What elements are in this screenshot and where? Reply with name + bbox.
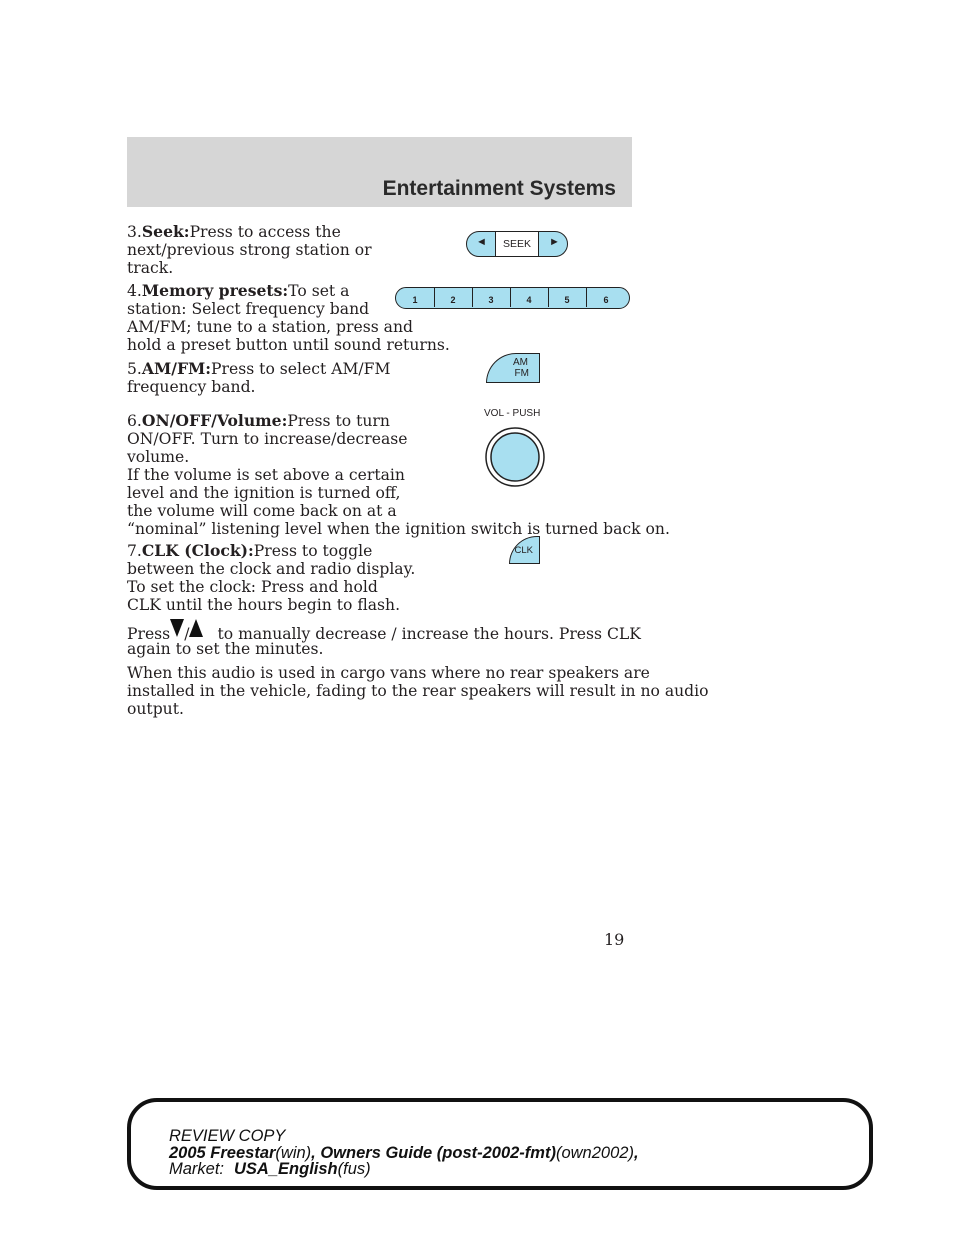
clock-line-3: To set the clock: Press and hold <box>127 578 378 596</box>
item-text: Press to select AM/FM <box>211 360 391 378</box>
note-line-2: installed in the vehicle, fading to the rear speakers will result in no audio <box>127 682 709 700</box>
preset-button <box>434 288 473 307</box>
presets-line-3: AM/FM; tune to a station, press and <box>127 318 413 336</box>
review-label <box>169 1128 639 1145</box>
fm-label: FM <box>514 368 529 379</box>
preset-button <box>396 288 435 307</box>
seek-left-cap <box>466 231 496 257</box>
volume-line-4: If the volume is set above a certain <box>127 466 405 484</box>
preset-button <box>472 288 511 307</box>
seek-label: SEEK <box>502 238 531 250</box>
volume-line-1 <box>127 412 390 430</box>
am-label: AM <box>513 357 528 368</box>
note-line-3: output. <box>127 700 184 718</box>
item-number: 7. <box>127 542 142 560</box>
clock-line-4: CLK until the hours begin to flash. <box>127 596 401 614</box>
seek-button-figure <box>466 231 568 257</box>
review-model-line <box>169 1145 639 1162</box>
preset-label: 4 <box>526 295 532 305</box>
separator: , <box>311 1143 321 1162</box>
item-label: AM/FM: <box>141 359 212 378</box>
guide-code: (own2002) <box>555 1143 634 1162</box>
volume-knob-label: VOL - PUSH <box>484 408 541 419</box>
up-arrow-icon <box>189 619 203 637</box>
item-number: 6. <box>127 412 142 430</box>
market-label: Market: <box>169 1160 225 1178</box>
amfm-line-2: frequency band. <box>127 378 256 396</box>
right-arrow-icon: ► <box>549 236 560 248</box>
amfm-line-1 <box>127 360 390 378</box>
clk-button-figure <box>509 536 540 564</box>
item-number: 5. <box>127 360 142 378</box>
section-title: Entertainment Systems <box>382 177 616 200</box>
item-text: Press to toggle <box>253 542 373 560</box>
volume-line-5: level and the ignition is turned off, <box>127 484 401 502</box>
presets-line-2: station: Select frequency band <box>127 300 370 318</box>
model-name: 2005 Freestar <box>169 1143 276 1162</box>
volume-knob-icon <box>484 426 546 488</box>
presets-line-1 <box>127 282 349 300</box>
preset-buttons-figure <box>395 287 630 309</box>
item-label: CLK (Clock): <box>141 541 254 560</box>
clock-line-6: again to set the minutes. <box>127 640 324 658</box>
preset-label: 1 <box>412 295 418 305</box>
seek-center <box>496 231 538 257</box>
seek-line-3: track. <box>127 259 174 277</box>
left-arrow-icon: ◄ <box>476 236 487 248</box>
item-label: Seek: <box>141 222 190 241</box>
item-text: Press to access the <box>189 223 341 241</box>
preset-button <box>548 288 587 307</box>
slash: / <box>184 625 190 643</box>
clk-label: CLK <box>514 545 533 556</box>
preset-button <box>510 288 549 307</box>
item-text: to manually decrease / increase the hours. Press CLK <box>217 625 641 643</box>
guide-name: Owners Guide (post-2002-fmt) <box>320 1143 556 1162</box>
item-label: ON/OFF/Volume: <box>141 411 288 430</box>
item-text: Press to turn <box>287 412 390 430</box>
preset-label: 2 <box>450 295 456 305</box>
presets-line-4: hold a preset button until sound returns. <box>127 336 450 354</box>
amfm-button-figure <box>486 353 540 383</box>
review-copy-box <box>127 1098 873 1190</box>
review-market-line <box>169 1161 639 1178</box>
preset-label: 3 <box>488 295 494 305</box>
item-text: To set a <box>288 282 350 300</box>
volume-line-6: the volume will come back on at a <box>127 502 397 520</box>
market-name: USA_English <box>234 1160 338 1178</box>
clock-line-1 <box>127 542 372 560</box>
press-word: Press <box>127 625 171 643</box>
seek-line-1 <box>127 223 341 241</box>
note-line-1: When this audio is used in cargo vans where no rear speakers are <box>127 664 650 682</box>
preset-label: 6 <box>603 295 609 305</box>
item-label: Memory presets: <box>141 281 289 300</box>
seek-line-2: next/previous strong station or <box>127 241 372 259</box>
separator: , <box>633 1143 639 1162</box>
down-arrow-icon <box>170 619 184 637</box>
seek-right-cap <box>538 231 568 257</box>
preset-button <box>586 288 626 307</box>
volume-line-2: ON/OFF. Turn to increase/decrease <box>127 430 408 448</box>
volume-knob-figure <box>478 408 558 488</box>
item-number: 4. <box>127 282 142 300</box>
header-band <box>127 137 632 207</box>
volume-line-3: volume. <box>127 448 190 466</box>
review-copy-label: REVIEW COPY <box>169 1127 286 1145</box>
clock-line-2: between the clock and radio display. <box>127 560 416 578</box>
preset-label: 5 <box>564 295 570 305</box>
model-code: (win) <box>275 1143 312 1162</box>
item-number: 3. <box>127 223 142 241</box>
market-code: (fus) <box>337 1160 371 1178</box>
page-number: 19 <box>604 930 625 949</box>
volume-line-7: “nominal” listening level when the ignition switch is turned back on. <box>127 520 670 538</box>
review-copy-text <box>169 1128 639 1178</box>
